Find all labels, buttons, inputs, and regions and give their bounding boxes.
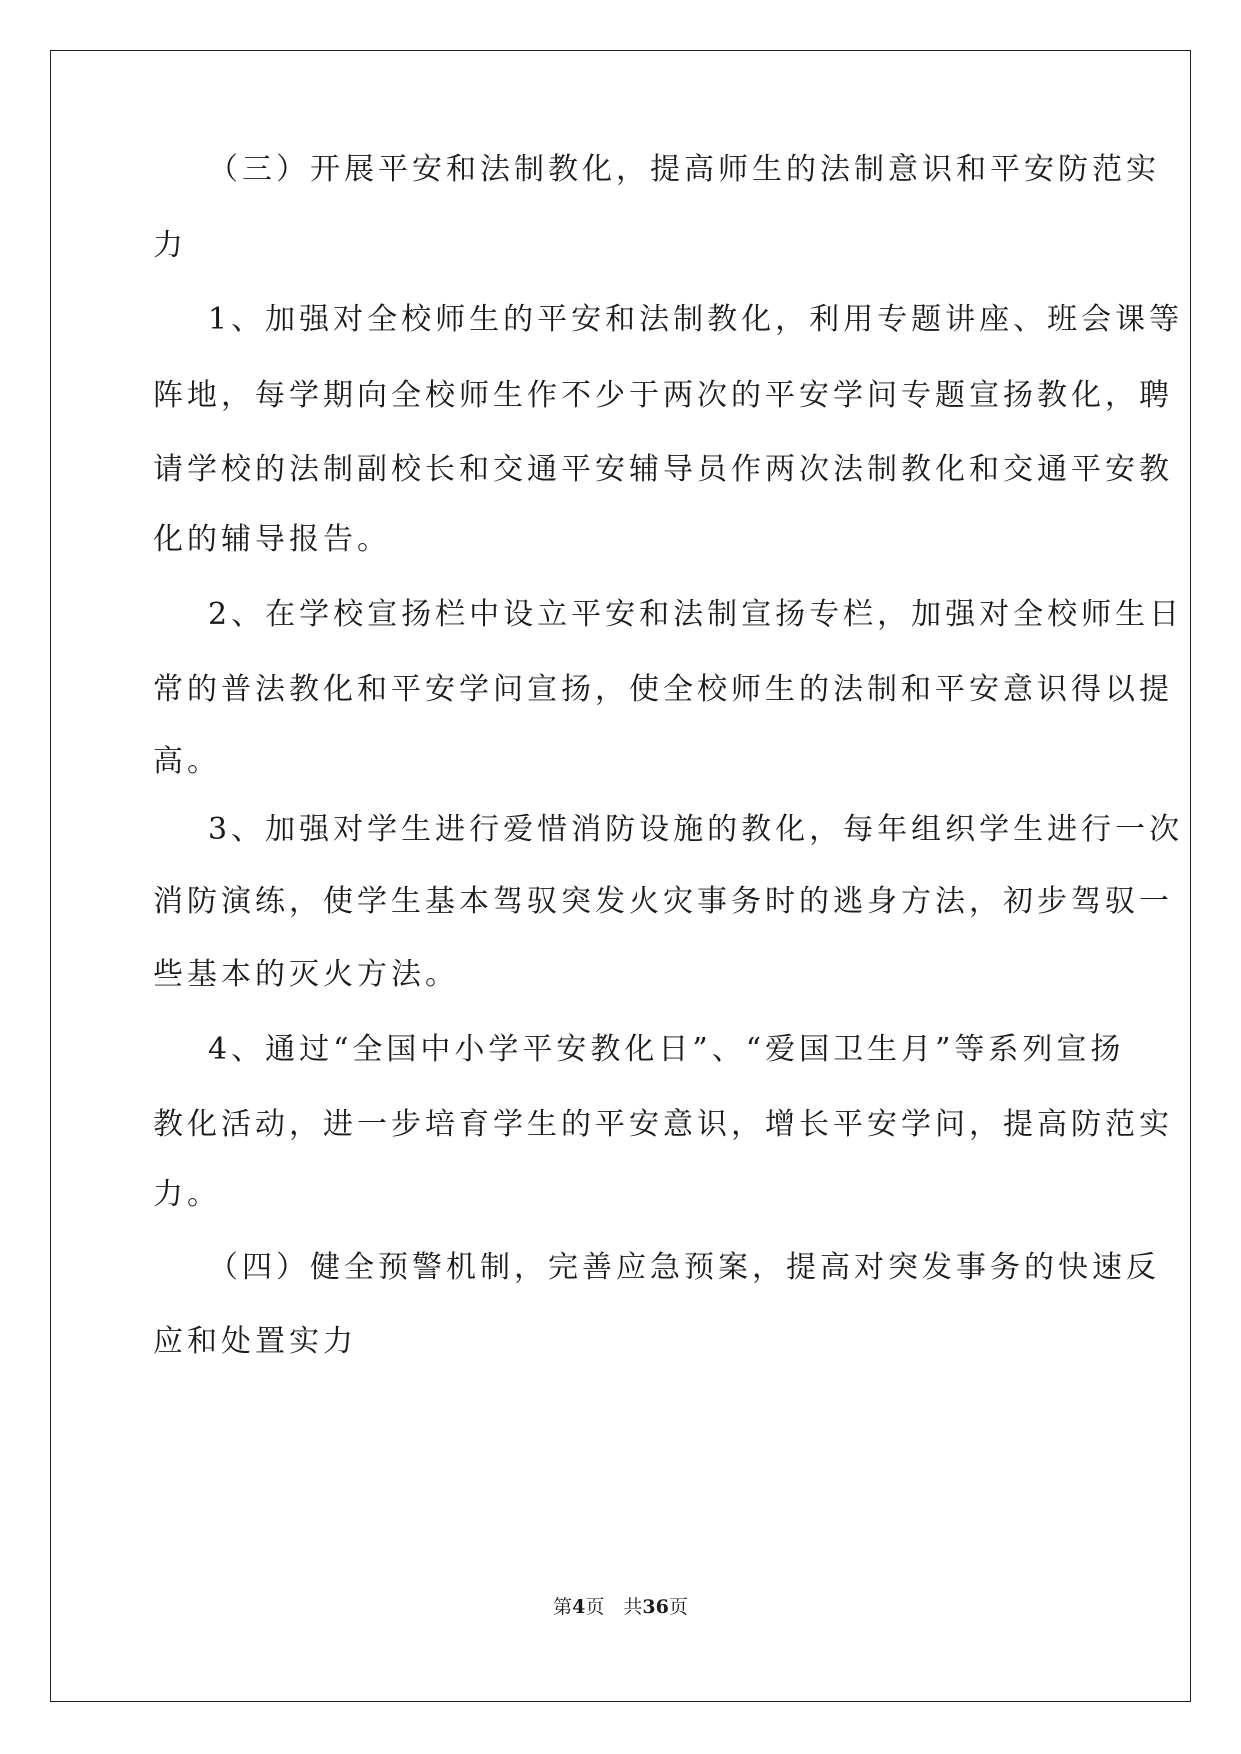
footer-prefix: 第 [553,1596,573,1618]
footer-page-number: 4 [572,1596,586,1618]
page-footer [0,1595,1241,1619]
item-1-line-3: 请学校的法制副校长和交通平安辅导员作两次法制教化和交通平安教 [153,452,1173,487]
footer-suffix: 页 [668,1596,688,1618]
page-border [50,50,1191,1702]
footer-middle: 页 共 [585,1596,643,1618]
item-4-line-1: 4、通过“全国中小学平安教化日”、“爱国卫生月”等系列宣扬 [208,1032,1125,1067]
item-2-line-3: 高。 [153,744,221,779]
section-heading-3-line-1: （三）开展平安和法制教化，提高师生的法制意识和平安防范实 [208,152,1160,187]
item-4-line-3: 力。 [153,1177,221,1212]
item-2-line-2: 常的普法教化和平安学问宣扬，使全校师生的法制和平安意识得以提 [153,672,1173,707]
item-1-line-2: 阵地，每学期向全校师生作不少于两次的平安学问专题宣扬教化，聘 [153,378,1173,413]
section-heading-4-line-1: （四）健全预警机制，完善应急预案，提高对突发事务的快速反 [208,1250,1160,1285]
item-3-line-3: 些基本的灭火方法。 [153,957,459,992]
item-3-line-1: 3、加强对学生进行爱惜消防设施的教化，每年组织学生进行一次 [208,812,1184,847]
item-1-line-4: 化的辅导报告。 [153,522,391,557]
section-heading-4-line-2: 应和处置实力 [153,1324,357,1359]
footer-total-pages: 36 [642,1596,669,1618]
section-heading-3-line-2: 力 [153,228,187,263]
item-1-line-1: 1、加强对全校师生的平安和法制教化，利用专题讲座、班会课等 [208,302,1184,337]
item-3-line-2: 消防演练，使学生基本驾驭突发火灾事务时的逃身方法，初步驾驭一 [153,884,1173,919]
item-4-line-2: 教化活动，进一步培育学生的平安意识，增长平安学问，提高防范实 [153,1107,1173,1142]
item-2-line-1: 2、在学校宣扬栏中设立平安和法制宣扬专栏，加强对全校师生日 [208,597,1184,632]
